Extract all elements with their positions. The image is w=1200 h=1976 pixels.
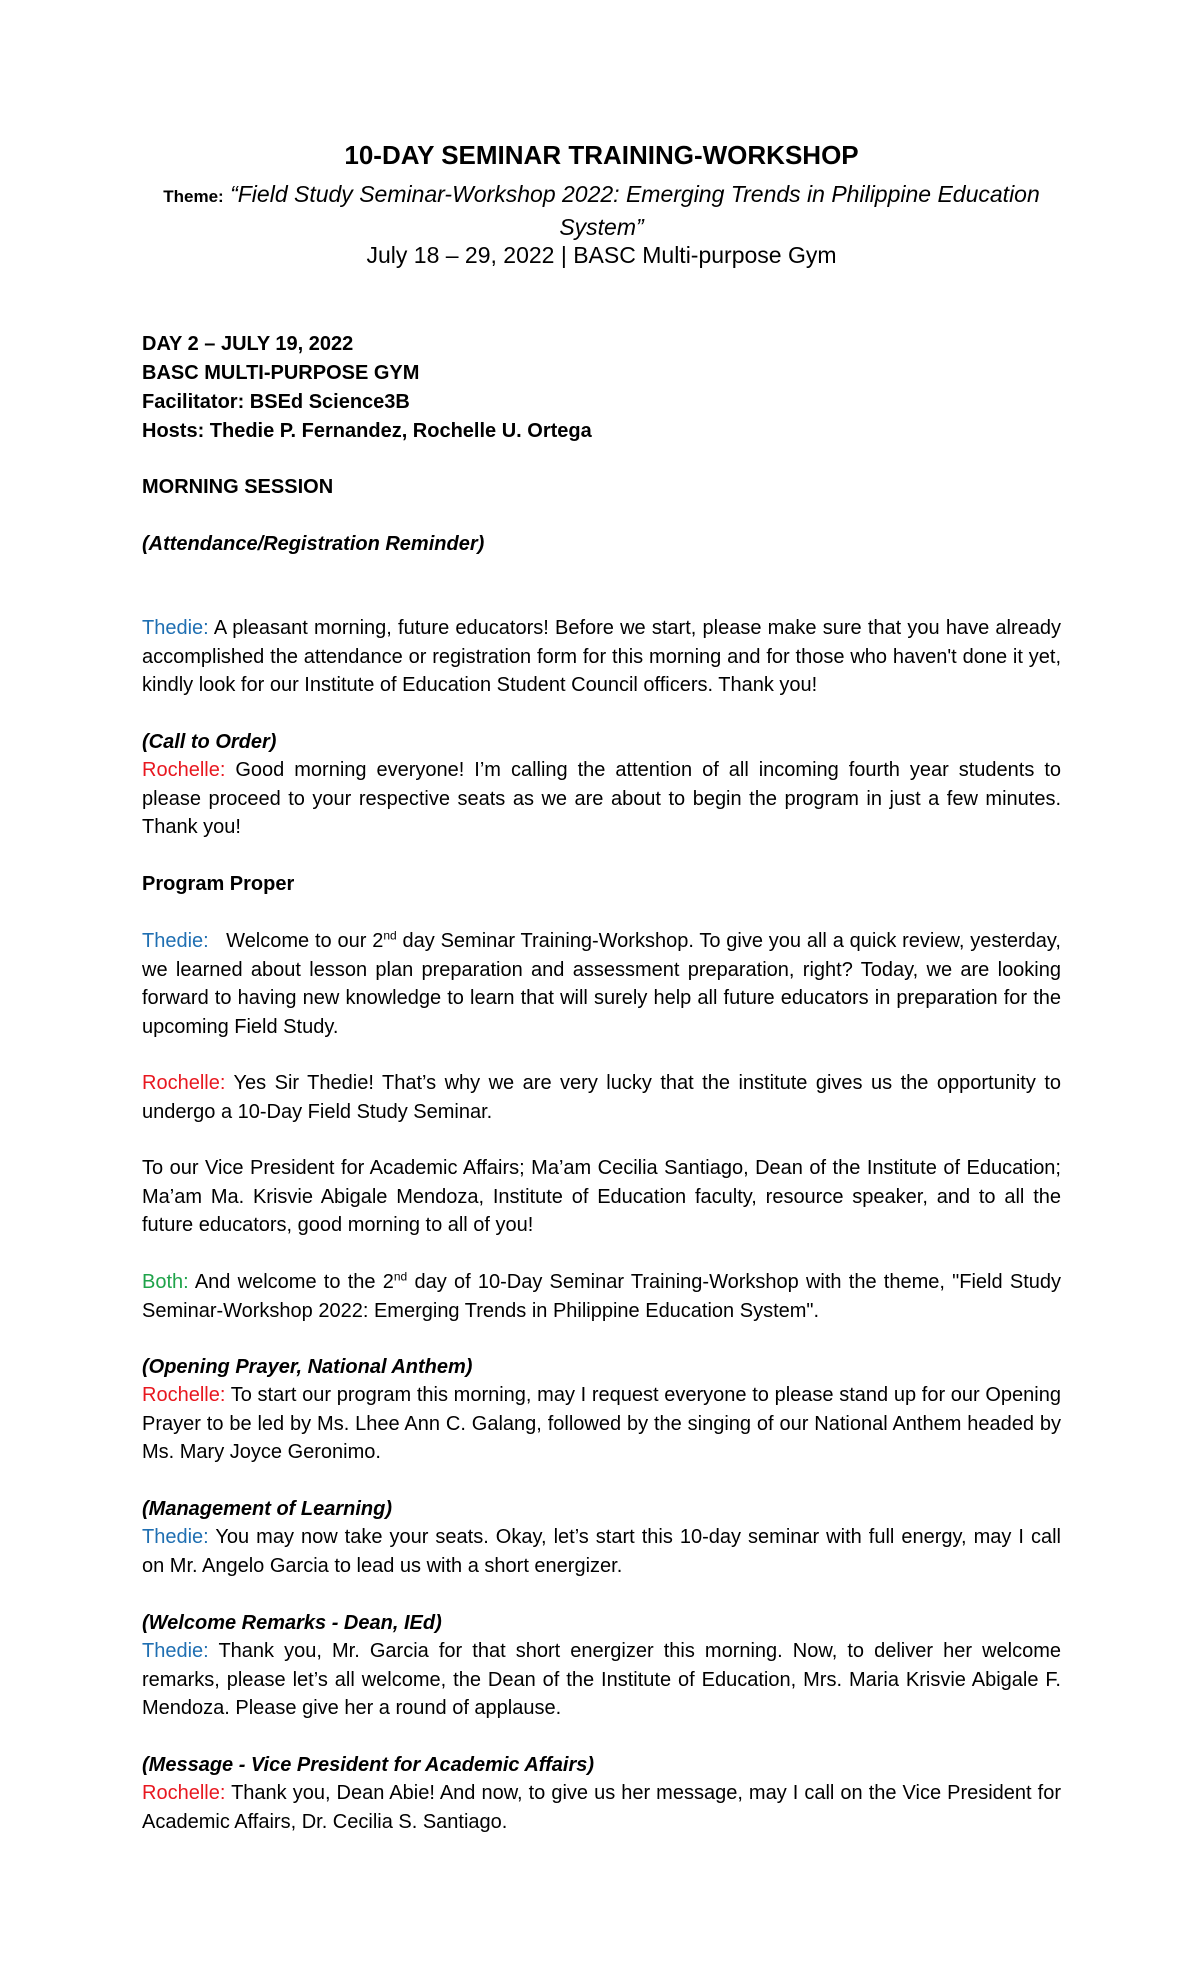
yes-sir-paragraph [142, 1069, 1061, 1126]
speaker-rochelle: Rochelle: [142, 1384, 226, 1406]
welcome-remarks-text: Thank you, Mr. Garcia for that short energizer this morning. Now, to deliver her welcome remarks, please let’s all welcome, the Dean of the Institute of Education, Mrs. Maria Krisvie Abigale F. Mendoza. Please give her a round of applause. [142, 1640, 1062, 1719]
welcome-remarks-paragraph [142, 1637, 1061, 1723]
welcome-ordinal-suffix: nd [383, 928, 397, 943]
speaker-rochelle: Rochelle: [142, 1782, 226, 1804]
speaker-both: Both: [142, 1271, 189, 1293]
document-title: 10-DAY SEMINAR TRAINING-WORKSHOP [344, 140, 859, 170]
speaker-thedie: Thedie: [142, 1640, 209, 1662]
attendance-text: A pleasant morning, future educators! Before we start, please make sure that you have already accomplished the attendance or registration form for this morning and for those who haven't done it yet, kindly look for our Institute of Education Student Council officers. Thank you! [142, 617, 1061, 696]
hosts-label: Hosts: Thedie P. Fernandez, Rochelle U. Ortega [142, 420, 592, 442]
attendance-heading: (Attendance/Registration Reminder) [142, 533, 485, 555]
both-paragraph [142, 1268, 1061, 1325]
call-to-order-text: Good morning everyone! I’m calling the attention of all incoming fourth year students to please proceed to your respective seats as we are about to begin the program in just a few minutes. Thank you! [142, 759, 1062, 838]
greeting-paragraph: To our Vice President for Academic Affairs; Ma’am Cecilia Santiago, Dean of the Institute of Education; Ma’am Ma. Krisvie Abigale Mendoza, Institute of Education faculty, resource speaker, and to all the future educators, good morning to all of you! [142, 1157, 1061, 1236]
day-label: DAY 2 – JULY 19, 2022 [142, 333, 354, 355]
session-meta [142, 330, 592, 446]
both-ordinal-suffix: nd [393, 1269, 408, 1284]
welcome-text-pre: Welcome to our 2 [226, 930, 384, 952]
message-paragraph [142, 1779, 1061, 1836]
opening-prayer-text: To start our program this morning, may I request everyone to please stand up for our Opening Prayer to be led by Ms. Lhee Ann C. Galang, followed by the singing of our National Anthem headed by Ms. Mary Joyce Geronimo. [142, 1384, 1061, 1463]
theme-label: Theme: [163, 187, 224, 206]
program-proper-heading: Program Proper [142, 873, 295, 895]
venue-label: BASC MULTI-PURPOSE GYM [142, 362, 420, 384]
welcome-remarks-heading: (Welcome Remarks - Dean, IEd) [142, 1612, 442, 1634]
opening-prayer-paragraph [142, 1381, 1061, 1467]
speaker-thedie: Thedie: [142, 1526, 209, 1548]
call-to-order-paragraph [142, 756, 1061, 842]
attendance-paragraph [142, 614, 1061, 700]
management-heading: (Management of Learning) [142, 1498, 393, 1520]
management-text: You may now take your seats. Okay, let’s start this 10-day seminar with full energy, may I call on Mr. Angelo Garcia to lead us with a short energizer. [142, 1526, 1061, 1577]
welcome-text-post: day Seminar Training-Workshop. To give you all a quick review, yesterday, we learned about lesson plan preparation and assessment preparation, right? Today, we are looking forward to having new knowledge to learn that will surely help all future educators in preparation for the upcoming Field Study. [142, 930, 1061, 1038]
message-heading: (Message - Vice President for Academic Affairs) [142, 1754, 595, 1776]
yes-sir-text: Yes Sir Thedie! That’s why we are very lucky that the institute gives us the opportunity to undergo a 10-Day Field Study Seminar. [142, 1072, 1061, 1123]
both-text-pre: And welcome to the 2 [194, 1271, 394, 1293]
welcome-paragraph [142, 927, 1061, 1041]
management-paragraph [142, 1523, 1061, 1580]
message-text: Thank you, Dean Abie! And now, to give us her message, may I call on the Vice President for Academic Affairs, Dr. Cecilia S. Santiago. [142, 1782, 1061, 1833]
theme-line [142, 179, 1061, 243]
theme-text: “Field Study Seminar-Workshop 2022: Emerging Trends in Philippine Education System” [230, 181, 1040, 240]
facilitator-label: Facilitator: BSEd Science3B [142, 391, 410, 413]
event-dateline: July 18 – 29, 2022 | BASC Multi-purpose Gym [366, 242, 837, 268]
opening-prayer-heading: (Opening Prayer, National Anthem) [142, 1356, 473, 1378]
speaker-thedie: Thedie: [142, 930, 209, 952]
both-text-post: day of 10-Day Seminar Training-Workshop with the theme, "Field Study Seminar-Workshop 2022: Emerging Trends in Philippine Education System". [142, 1271, 1061, 1322]
morning-session-heading: MORNING SESSION [142, 476, 334, 498]
speaker-rochelle: Rochelle: [142, 759, 226, 781]
call-to-order-heading: (Call to Order) [142, 731, 277, 753]
speaker-thedie: Thedie: [142, 617, 209, 639]
speaker-rochelle: Rochelle: [142, 1072, 226, 1094]
